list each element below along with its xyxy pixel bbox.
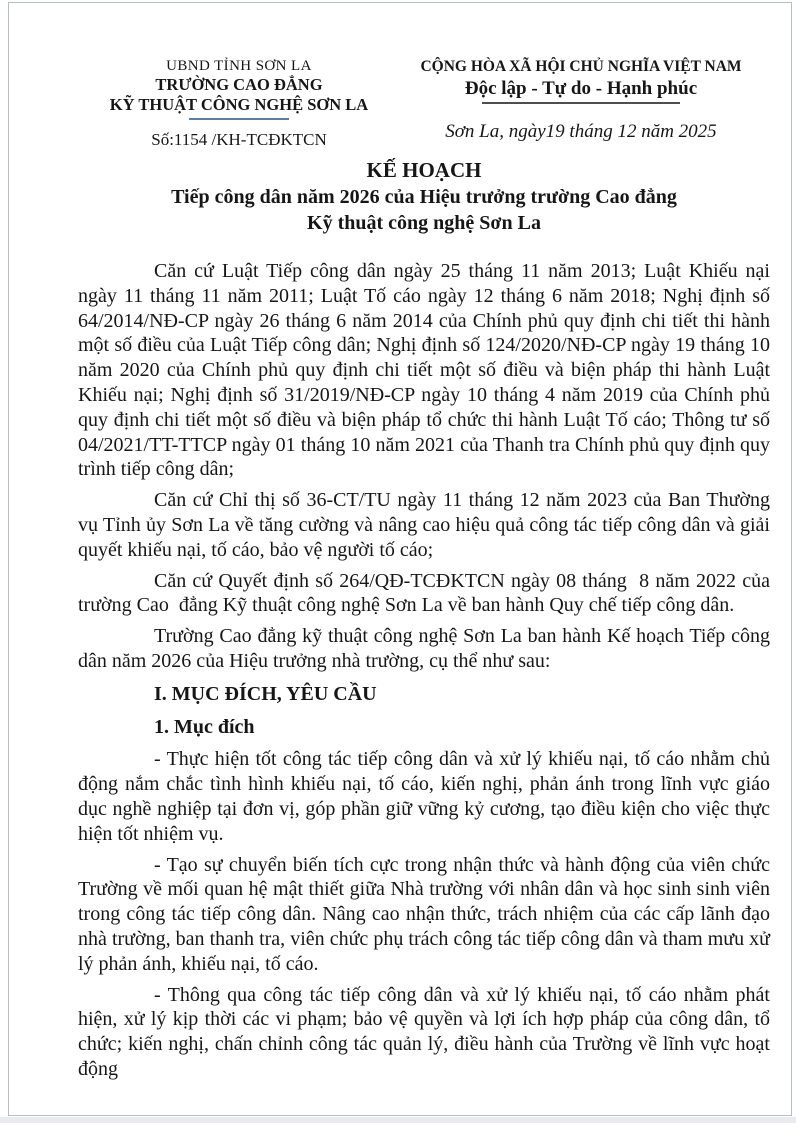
parent-org-name: UBND TỈNH SƠN LA [166, 58, 312, 74]
national-motto: Độc lập - Tự do - Hạnh phúc [464, 78, 698, 99]
document-type-title: KẾ HOẠCH [366, 158, 482, 182]
paragraph-legal-basis-1: Căn cứ Luật Tiếp công dân ngày 25 tháng 11 năm 2013; Luật Khiếu nại ngày 11 tháng 11 năm 2011; Luật Tố cáo ngày 12 tháng 6 năm 2018; Nghị định số 64/2014/NĐ-CP ngày 26 tháng 6 năm 2014 của Chính phủ quy định chi tiết thi hành một số điều của Luật Tiếp công dân; Nghị định số 124/2020/NĐ-CP ngày 19 tháng 10 năm 2020 của Chính phủ quy định chi tiết một số điều và biện pháp thi hành Luật Khiếu nại; Nghị định số 31/2019/NĐ-CP ngày 10 tháng 4 năm 2019 của Chính phủ quy định chi tiết một số điều và biện pháp tổ chức thi hành Luật Tố cáo; Thông tư số 04/2021/TT-TTCP ngày 01 tháng 10 năm 2021 của Thanh tra Chính phủ quy định quy trình tiếp công dân; [78, 260, 775, 481]
paragraph-intro: Trường Cao đẳng kỹ thuật công nghệ Sơn La ban hành Kế hoạch Tiếp công dân năm 2026 của Hiệu trưởng nhà trường, cụ thể như sau: [78, 625, 775, 672]
issuing-org-block [80, 58, 398, 150]
national-header-block [403, 58, 759, 143]
org-name-line2: KỸ THUẬT CÔNG NGHỆ SƠN LA [109, 95, 369, 114]
motto-underline-rule [482, 102, 680, 104]
paragraph-legal-basis-2: Căn cứ Chỉ thị số 36-CT/TU ngày 11 tháng 12 năm 2023 của Ban Thường vụ Tỉnh ủy Sơn La về tăng cường và nâng cao hiệu quả công tác tiếp công dân và giải quyết khiếu nại, tố cáo, bảo vệ người tố cáo; [78, 489, 775, 561]
paragraph-purpose-3: - Thông qua công tác tiếp công dân và xử lý khiếu nại, tố cáo nhằm phát hiện, xử lý kịp thời các vi phạm; bảo vệ quyền và lợi ích hợp pháp của công dân, tổ chức; kiến nghị, chấn chỉnh công tác quản lý, điều hành của Trường về lĩnh vực hoạt động [78, 983, 775, 1080]
place-date-line: Sơn La, ngày19 tháng 12 năm 2025 [445, 121, 717, 142]
paragraph-purpose-1: - Thực hiện tốt công tác tiếp công dân và xử lý khiếu nại, tố cáo nhằm chủ động nắm chắc tình hình khiếu nại, tố cáo, kiến nghị, phản ánh trong lĩnh vực giáo dục nghề nghiệp tại đơn vị, góp phần giữ vững kỷ cương, tạo điều kiện cho việc thực hiện tốt nhiệm vụ. [78, 748, 775, 845]
section-heading-1: I. MỤC ĐÍCH, YÊU CẦU [154, 682, 377, 705]
document-subtitle-line2: Kỹ thuật công nghệ Sơn La [307, 212, 541, 234]
subsection-heading-1-1: 1. Mục đích [154, 715, 255, 738]
org-underline-rule [189, 118, 289, 120]
page-bottom-edge [0, 1117, 796, 1123]
org-name-line1: TRƯỜNG CAO ĐẲNG [155, 75, 323, 94]
paragraph-legal-basis-3: Căn cứ Quyết định số 264/QĐ-TCĐKTCN ngày 08 tháng 8 năm 2022 của trường Cao đẳng Kỹ thuật công nghệ Sơn La về ban hành Quy chế tiếp công dân. [78, 569, 775, 617]
document-subtitle-line1: Tiếp công dân năm 2026 của Hiệu trưởng trường Cao đẳng [171, 186, 677, 208]
document-body [78, 259, 775, 1088]
paragraph-purpose-2: - Tạo sự chuyển biến tích cực trong nhận thức và hành động của viên chức Trường về mối quan hệ mật thiết giữa Nhà trường với nhân dân và học sinh sinh viên trong công tác tiếp công dân. Nâng cao nhận thức, trách nhiệm của các cấp lãnh đạo nhà trường, ban thanh tra, viên chức phụ trách công tác tiếp công dân và tham mưu xử lý phản ánh, khiếu nại, tố cáo. [78, 853, 775, 975]
document-title-block [78, 157, 770, 236]
document-number: Số:1154 /KH-TCĐKTCN [151, 130, 327, 149]
national-title: CỘNG HÒA XÃ HỘI CHỦ NGHĨA VIỆT NAM [420, 58, 742, 75]
